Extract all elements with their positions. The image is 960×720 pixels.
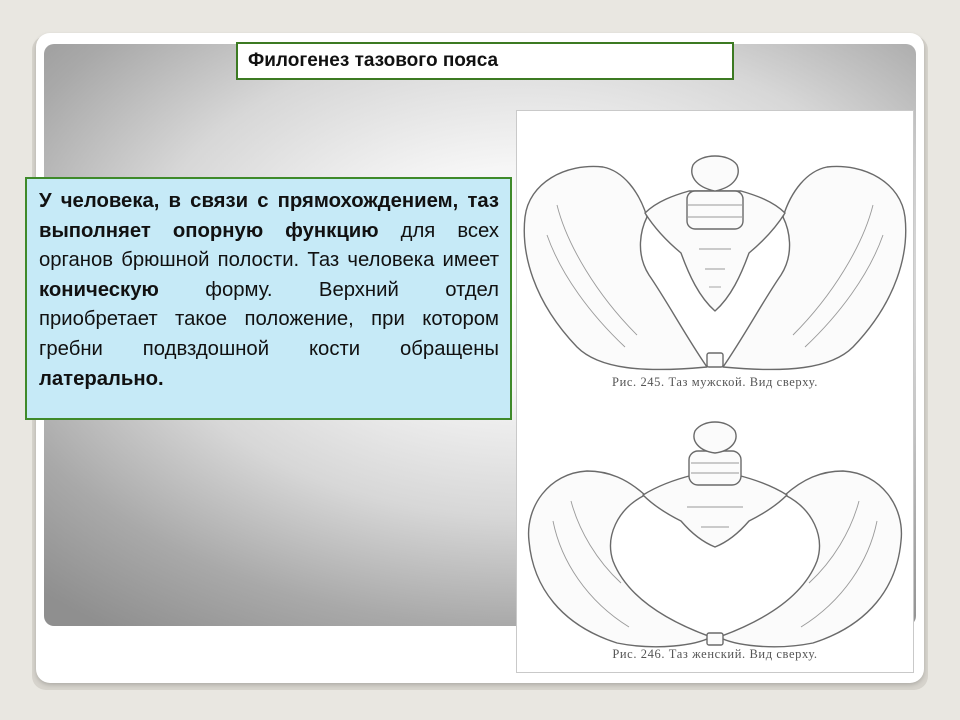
caption-female-pelvis: Рис. 246. Таз женский. Вид сверху. xyxy=(612,647,818,661)
text-normal-2: форму. Верхний отдел приобретает такое положение, при котором гребни подвздошной кости обращены xyxy=(39,278,499,360)
slide-title-box xyxy=(236,42,734,80)
text-bold-3: латерально. xyxy=(39,367,164,390)
text-bold-2: коническую xyxy=(39,278,159,301)
text-normal-1: для всех органов брюшной полости. Таз человека имеет xyxy=(39,219,499,272)
caption-male-pelvis: Рис. 245. Таз мужской. Вид сверху. xyxy=(612,375,818,389)
text-box xyxy=(25,177,512,420)
male-pelvis-illustration xyxy=(517,125,913,375)
text-bold-1: У человека, в связи с прямохождением, таз выполняет опорную функцию xyxy=(39,190,499,242)
pelvis-figure-panel xyxy=(516,110,914,673)
female-pelvis-illustration xyxy=(517,411,913,651)
slide-title: Филогенез тазового пояса xyxy=(248,50,499,71)
